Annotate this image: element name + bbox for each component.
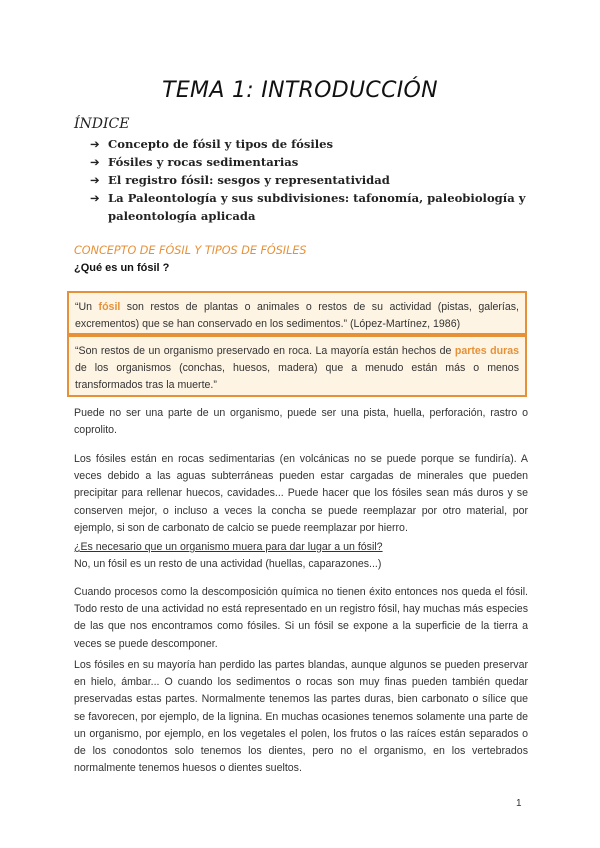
paragraph: Los fósiles están en rocas sedimentarias (en volcánicas no se puede porque se fundiría). A veces debido a las aguas subterráneas pueden estar cargadas de minerales que pueden precipitar para rellenar huecos, cavidades... Puede hacer que los fósiles sean más duros y se conserven mejor, o incluso a veces la concha se puede reemplazar por otro material, por ejemplo, si son de carbonato de calcio se puede reemplazar por hierro.	[74, 453, 528, 534]
quote-highlight: partes duras	[454, 345, 519, 357]
index-item	[90, 171, 530, 189]
arrow-icon: ➔	[90, 155, 100, 169]
section-question: ¿Qué es un fósil ?	[74, 262, 170, 274]
question-text: ¿Es necesario que un organismo muera para dar lugar a un fósil?	[74, 541, 383, 553]
quote-text: son restos de plantas o animales o restos de su actividad (pistas, galerías, excrementos) que se han conservado en los sedimentos.” (López-Martínez, 1986)	[75, 301, 519, 330]
index-item	[90, 189, 530, 225]
quote-highlight: fósil	[98, 301, 121, 313]
arrow-icon: ➔	[90, 191, 100, 205]
index-list	[90, 135, 530, 225]
definition-quote-box	[67, 335, 527, 397]
quote-text: “Son restos de un organismo preservado en roca. La mayoría están hechos de	[75, 345, 455, 357]
arrow-icon: ➔	[90, 173, 100, 187]
quote-text: “Un	[75, 301, 99, 313]
section-heading: CONCEPTO DE FÓSIL Y TIPOS DE FÓSILES	[74, 244, 307, 257]
question-paragraph	[74, 539, 528, 573]
arrow-icon: ➔	[90, 137, 100, 151]
paragraph: Puede no ser una parte de un organismo, puede ser una pista, huella, perforación, rastro o coprolito.	[74, 407, 528, 437]
index-item	[90, 153, 530, 171]
definition-quote-box	[67, 291, 527, 335]
answer-text: No, un fósil es un resto de una actividad (huellas, caparazones...)	[74, 558, 382, 571]
index-item-label: Concepto de fósil y tipos de fósiles	[108, 137, 334, 151]
index-item-label: La Paleontología y sus subdivisiones: tafonomía, paleobiología y paleontología aplicada	[108, 191, 526, 223]
paragraph: Los fósiles en su mayoría han perdido las partes blandas, aunque algunos se pueden preservar en hielo, ámbar... O cuando los sedimentos o rocas son muy finas pueden también quedar preservadas estas partes. Normalmente tenemos las partes duras, bien carbonato o sílice que se favorecen, por ejemplo, de la lignina. En muchas ocasiones tenemos solamente una parte de un organismo, por ejemplo, en los vegetales el polen, los frutos o las raíces están separados o de los conodontos solo tenemos los dientes, pero no el organismo, en los vertebrados normalmente tenemos huesos o dientes sueltos.	[74, 659, 528, 775]
index-item-label: El registro fósil: sesgos y representatividad	[108, 173, 390, 187]
quote-text: de los organismos (conchas, huesos, madera) que a menudo están más o menos transformados tras la muerte.”	[75, 362, 519, 391]
page-title: TEMA 1: INTRODUCCIÓN	[162, 78, 438, 103]
page-number: 1	[516, 798, 522, 809]
index-item	[90, 135, 530, 153]
paragraph: Cuando procesos como la descomposición química no tienen éxito entonces nos queda el fósil. Todo resto de una actividad no está representado en un registro fósil, hay muchas más especies de las que nos encontramos como fósiles. Si un fósil se expone a la superficie de la tierra a veces se puede descomponer.	[74, 586, 528, 650]
index-heading: ÍNDICE	[74, 116, 130, 132]
index-item-label: Fósiles y rocas sedimentarias	[108, 155, 299, 169]
